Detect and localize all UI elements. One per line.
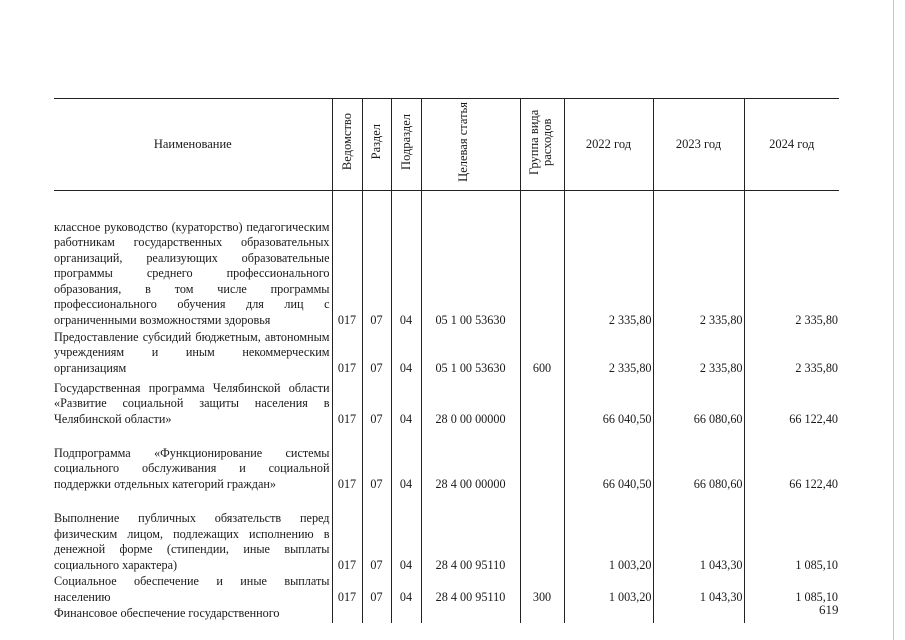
row-razdel-cell: 07 [362,427,391,492]
row-2023-cell: 1 043,30 [653,573,744,605]
page-number: 619 [819,602,839,617]
table-row [54,328,839,376]
row-podrazdel-cell: 04 [391,427,421,492]
header-vedomstvo: Ведомство [332,99,362,191]
row-2024-cell: 66 122,40 [744,376,839,427]
row-vedomstvo-cell: 017 [332,376,362,427]
header-group: Группа вида расходов [520,99,564,191]
header-name: Наименование [54,99,332,191]
row-name-cell: Выполнение публичных обязательств перед физическим лицом, подлежащих исполнению в денежной форме (стипендии, иные выплаты социального характера) [54,492,332,573]
header-2022: 2022 год [564,99,653,191]
table-row [54,573,839,605]
table-row [54,605,839,623]
row-2022-cell: 1 003,20 [564,573,653,605]
budget-table [54,98,839,623]
row-razdel-cell: 07 [362,190,391,328]
row-name-cell: Подпрограмма «Функционирование системы социального обслуживания и социальной поддержки отдельных категорий граждан» [54,427,332,492]
header-podrazdel: Подраздел [391,99,421,191]
row-target-cell: 28 4 00 95110 [421,492,520,573]
row-vedomstvo-cell [332,605,362,623]
row-podrazdel-cell: 04 [391,190,421,328]
row-vedomstvo-cell: 017 [332,492,362,573]
row-2024-cell: 1 085,10 [744,492,839,573]
row-vedomstvo-cell: 017 [332,427,362,492]
row-2024-cell: 1 085,10 [744,573,839,605]
row-name-cell: Предоставление субсидий бюджетным, автономным учреждениям и иным некоммерческим организациям [54,328,332,376]
row-2024-cell: 66 122,40 [744,427,839,492]
row-podrazdel-cell: 04 [391,573,421,605]
header-razdel: Раздел [362,99,391,191]
row-group-cell [520,376,564,427]
header-2024: 2024 год [744,99,839,191]
row-2024-cell: 2 335,80 [744,328,839,376]
row-podrazdel-cell: 04 [391,492,421,573]
table-header-row [54,99,839,191]
header-2023: 2023 год [653,99,744,191]
row-razdel-cell [362,605,391,623]
row-2022-cell: 1 003,20 [564,492,653,573]
row-target-cell: 28 4 00 95110 [421,573,520,605]
row-2023-cell: 66 080,60 [653,376,744,427]
row-2023-cell: 2 335,80 [653,328,744,376]
table-row [54,190,839,328]
row-2022-cell: 2 335,80 [564,190,653,328]
row-name-cell: Государственная программа Челябинской области «Развитие социальной защиты населения в Челябинской области» [54,376,332,427]
row-2023-cell: 2 335,80 [653,190,744,328]
row-name-cell: классное руководство (кураторство) педагогическим работникам государственных образовательных организаций, реализующих образовательные программы среднего профессионального образования, в том числе программы профессионального обучения для лиц с ограниченными возможностями здоровья [54,190,332,328]
scan-edge-line [893,0,894,640]
table-row [54,492,839,573]
row-name-cell: Финансовое обеспечение государственного [54,605,332,623]
header-target: Целевая статья [421,99,520,191]
row-podrazdel-cell: 04 [391,376,421,427]
row-vedomstvo-cell: 017 [332,190,362,328]
row-vedomstvo-cell: 017 [332,573,362,605]
row-2023-cell: 1 043,30 [653,492,744,573]
row-podrazdel-cell: 04 [391,328,421,376]
table-row [54,376,839,427]
row-group-cell [520,190,564,328]
row-2022-cell: 2 335,80 [564,328,653,376]
row-name-cell: Социальное обеспечение и иные выплаты населению [54,573,332,605]
row-razdel-cell: 07 [362,376,391,427]
table-row [54,427,839,492]
row-podrazdel-cell [391,605,421,623]
row-2023-cell: 66 080,60 [653,427,744,492]
row-target-cell: 05 1 00 53630 [421,190,520,328]
row-2022-cell: 66 040,50 [564,376,653,427]
row-group-cell [520,492,564,573]
row-group-cell [520,605,564,623]
row-vedomstvo-cell: 017 [332,328,362,376]
row-group-cell [520,427,564,492]
row-2022-cell [564,605,653,623]
row-razdel-cell: 07 [362,328,391,376]
row-2024-cell: 2 335,80 [744,190,839,328]
row-razdel-cell: 07 [362,492,391,573]
row-target-cell: 28 0 00 00000 [421,376,520,427]
row-2023-cell [653,605,744,623]
row-target-cell: 05 1 00 53630 [421,328,520,376]
row-group-cell: 600 [520,328,564,376]
row-2022-cell: 66 040,50 [564,427,653,492]
row-target-cell: 28 4 00 00000 [421,427,520,492]
row-group-cell: 300 [520,573,564,605]
row-razdel-cell: 07 [362,573,391,605]
row-target-cell [421,605,520,623]
